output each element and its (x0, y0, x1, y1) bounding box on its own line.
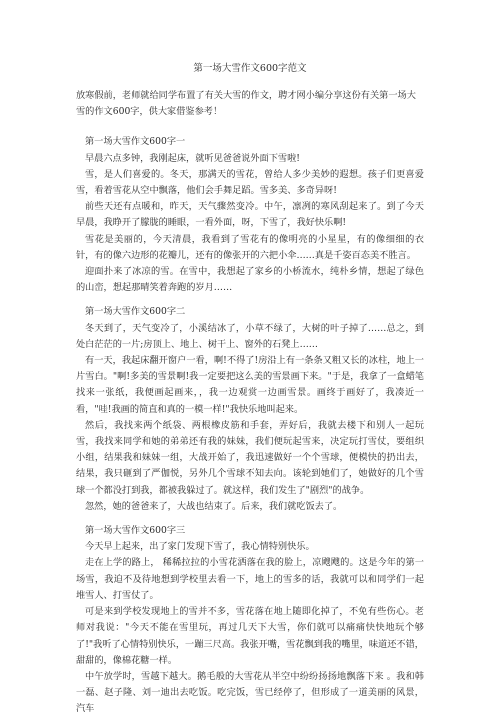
section-heading: 第一场大雪作文600字三 (85, 525, 186, 537)
body-paragraph: 走在上学的路上， 稀稀拉拉的小雪花洒落在我的脸上，凉飕飕的。这是今年的第一场雪，我迫不及待地想到学校里去看一下，地上的雪多的话，我就可以和同学们一起堆雪人、打雪仗了。 (76, 557, 424, 601)
sections-container (76, 134, 424, 717)
page-title: 第一场大雪作文600字范文 (193, 63, 307, 74)
body-paragraph: 早晨六点多钟，我刚起床，就听见爸爸说外面下雪啦! (85, 152, 301, 164)
body-paragraph: 雪，是人们喜爱的。冬天，那满天的雪花，曾给人多少美妙的遐想。孩子们更喜爱雪，看着雪花从空中飘落，他们会手舞足蹈。雪多美、多奇异呀! (76, 168, 424, 197)
essay-section (76, 523, 424, 717)
body-paragraph: 今天早上起来，出了家门发现下雪了，我心情特别快乐。 (85, 541, 315, 553)
body-paragraph: 中午放学时，雪越下越大。鹅毛般的大雪花从半空中纷纷扬扬地飘落下来 。我和韩一磊、赵子隆、刘一迪出去吃饭。吃完饭，雪已经停了，但形成了一道美丽的风景，汽车 (76, 670, 424, 715)
body-paragraph: 雪花是美丽的，今天清晨，我看到了雪花有的像明亮的小星星，有的像细细的衣针，有的像六边形的花瓣儿，还有的像张开的六把小伞……真是千姿百态美不胜言。 (76, 233, 424, 261)
body-paragraph: 有一天，我起床翻开窗户一看，啊!不得了!房沿上有一条条又粗又长的冰柱，地上一片雪白。"啊!多美的雪景啊!我一定要把这么美的雪景画下来。"于是，我拿了一盒蜡笔找来一张纸，我便画起画来，，我一边观赏一边画雪景。画终于画好了，我凑近一看，"哇!我画的简直和真的一模一样!"我快乐地叫起来。 (76, 355, 424, 415)
body-paragraph: 冬天到了，天气变冷了，小溪结冰了，小草不绿了，大树的叶子掉了……总之，到处白茫茫的一片;房顶上、地上、树干上、窗外的石凳上…… (76, 322, 424, 350)
body-paragraph: 然后，我找来两个纸袋、两根橡皮筋和手套，弄好后，我就去楼下和别人一起玩雪，我找来同学和她的弟弟还有我的妹妹，我们便玩起雪来，决定玩打雪仗，要组织小组，结果我和妹妹一组，大战开始了，我迅速做好一个个雪球，便模快的扔出去，结果，我只砸到了严伽悦，另外几个雪球不知去向。该轮到她们了，她做好的几个雪球一个都没打到我，都被我躲过了。就这样，我们发生了"剧烈"的战争。 (76, 419, 424, 496)
intro-paragraph: 放寒假前，老师就给同学布置了有关大雪的作文，聘才网小编分享这份有关第一场大雪的作文600字，供大家借鉴参考！ (76, 90, 416, 118)
essay-section (76, 134, 424, 296)
body-paragraph: 忽然，她的爸爸来了，大战也结束了。后来，我们就吃饭去了。 (85, 500, 343, 512)
section-heading: 第一场大雪作文600字一 (85, 136, 186, 148)
essay-section (76, 304, 424, 515)
body-paragraph: 迎面扑来了冰凉的雪。在雪中，我想起了家乡的小桥流水，纯朴乡情，想起了绿色的山峦，想起那晴笑着奔跑的岁月…… (76, 266, 424, 294)
section-heading: 第一场大雪作文600字二 (85, 306, 186, 318)
body-paragraph: 可是来到学校发现地上的雪并不多，雪花落在地上随即化掉了，不免有些伤心。老师对我说："今天不能在雪里玩，再过几天下大雪，你们就可以痛痛快快地玩个够了!"我听了心情特别快乐，一蹦三尺高。我张开嘴，雪花飘到我的嘴里，味道还不错，甜甜的，像棉花糖一样。 (76, 606, 424, 666)
body-paragraph: 前些天还有点暖和，昨天，天气骤然变冷。中午，凛冽的寒风刮起来了。到了今天早晨，我睁开了朦胧的睡眼，一看外面，呀，下雪了，我好快乐啊! (76, 201, 424, 229)
